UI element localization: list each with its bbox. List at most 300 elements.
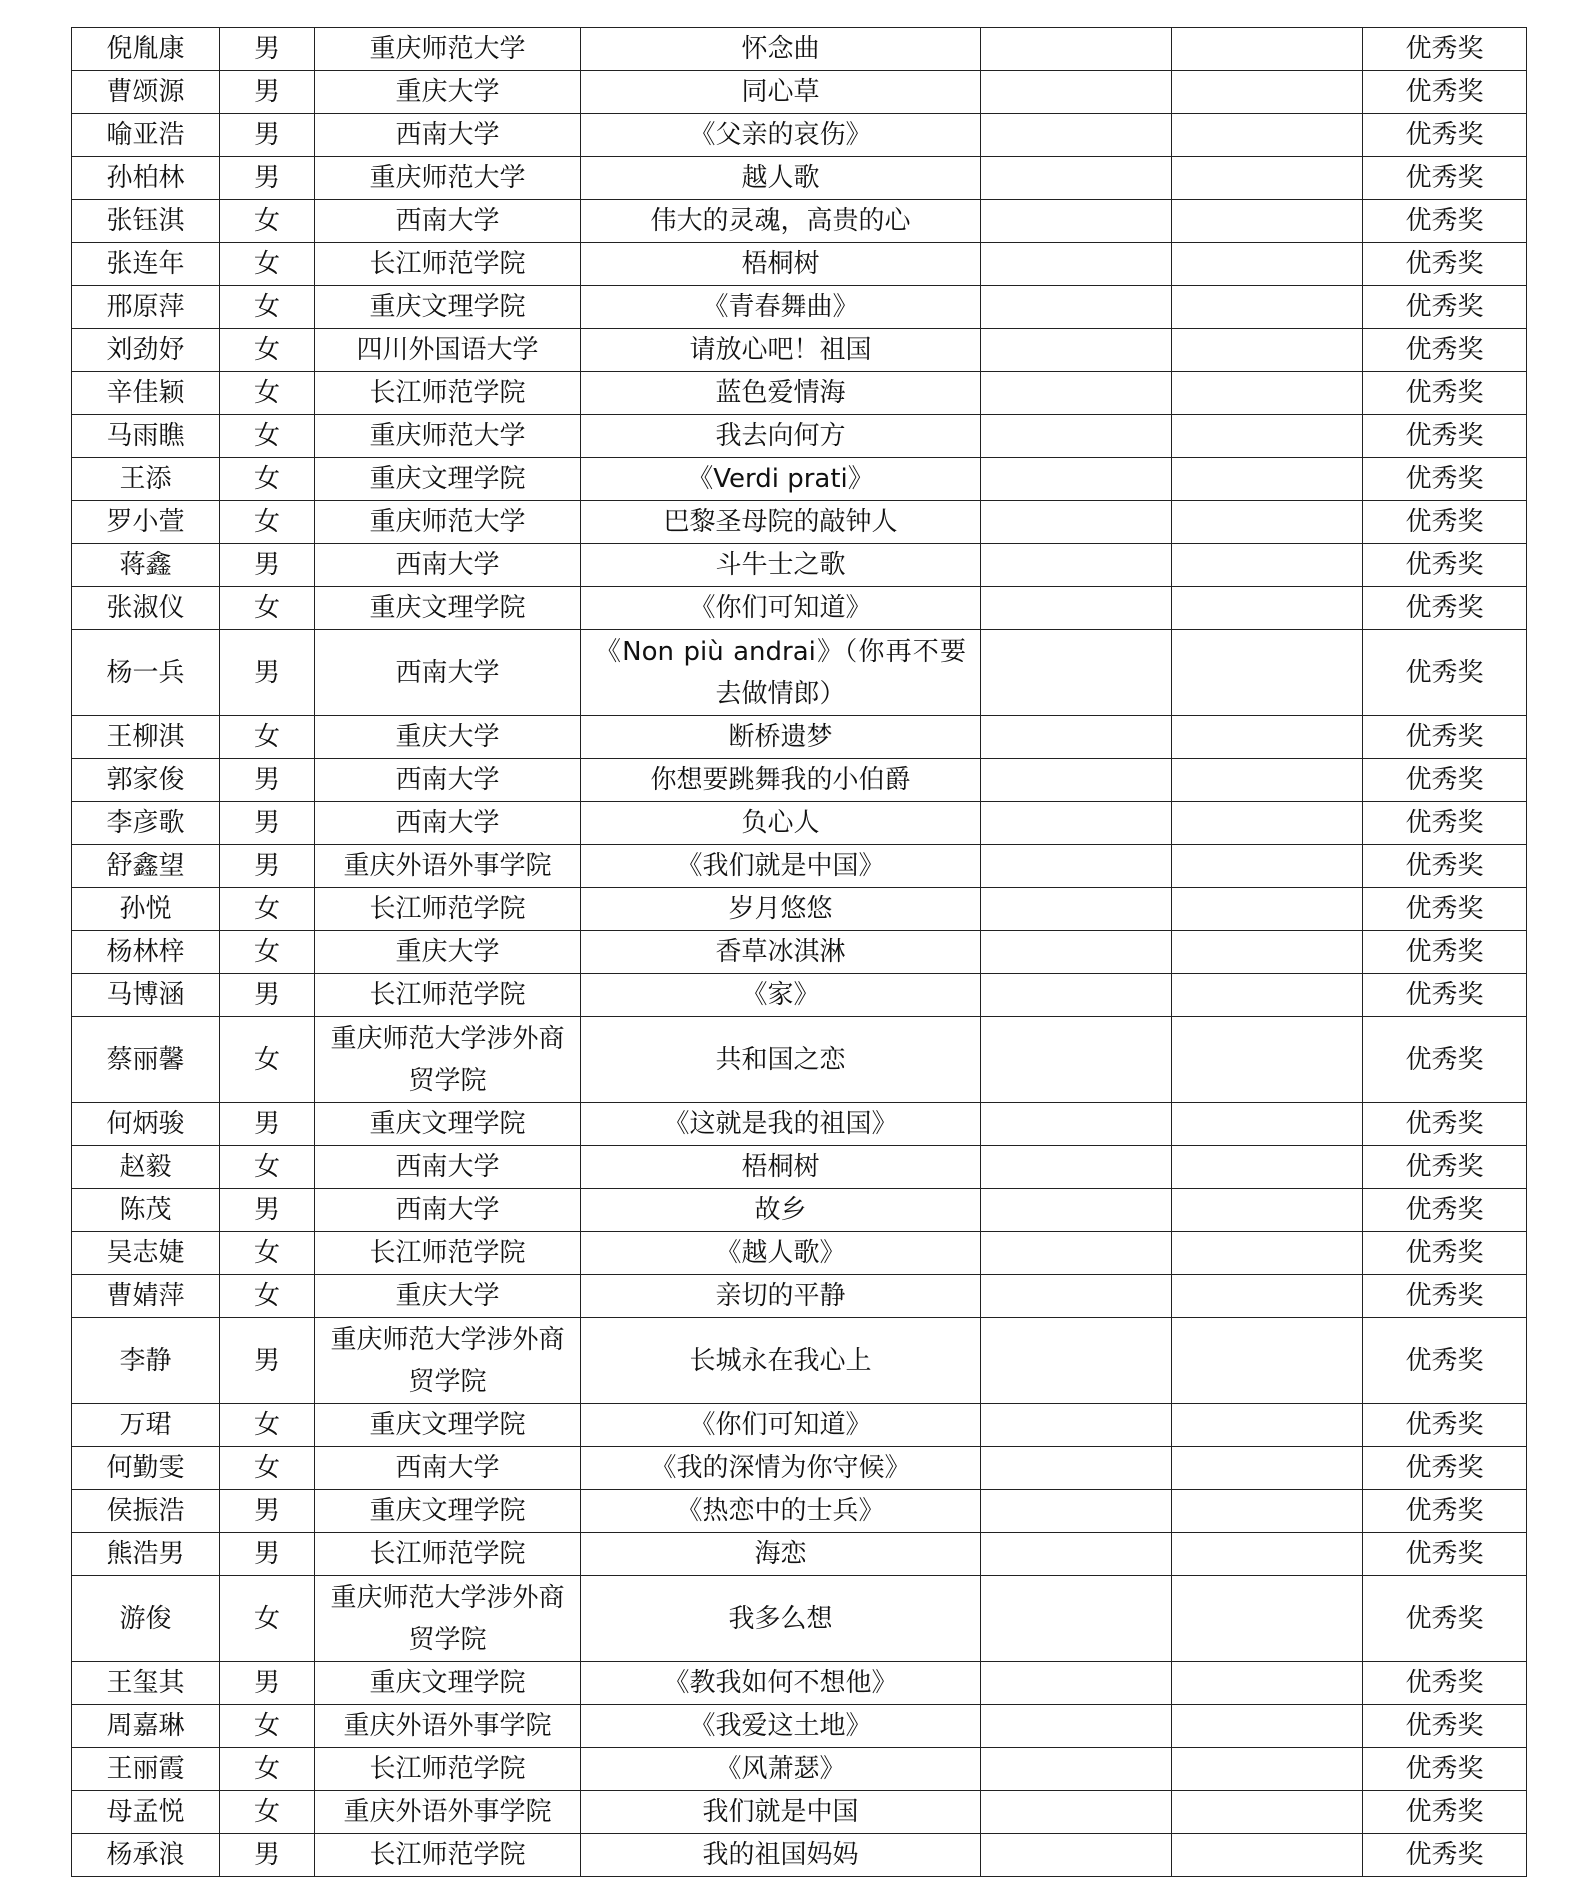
award-cell: 优秀奖 — [1363, 1447, 1527, 1490]
school-cell: 长江师范学院 — [315, 372, 581, 415]
contestant-name: 舒鑫望 — [72, 845, 220, 888]
school-cell: 西南大学 — [315, 630, 581, 716]
school-cell: 西南大学 — [315, 114, 581, 157]
gender-cell: 男 — [220, 630, 315, 716]
school-cell: 重庆文理学院 — [315, 286, 581, 329]
song-title: 同心草 — [581, 71, 981, 114]
contestant-name: 刘劲妤 — [72, 329, 220, 372]
award-cell: 优秀奖 — [1363, 1189, 1527, 1232]
award-cell: 优秀奖 — [1363, 1490, 1527, 1533]
song-title: 请放心吧！祖国 — [581, 329, 981, 372]
table-row — [72, 587, 1527, 630]
song-title: 长城永在我心上 — [581, 1318, 981, 1404]
blank-cell — [981, 1318, 1172, 1404]
school-cell: 西南大学 — [315, 1189, 581, 1232]
gender-cell: 男 — [220, 1662, 315, 1705]
gender-cell: 男 — [220, 1103, 315, 1146]
award-cell: 优秀奖 — [1363, 630, 1527, 716]
contestant-name: 喻亚浩 — [72, 114, 220, 157]
gender-cell: 女 — [220, 1748, 315, 1791]
school-cell: 长江师范学院 — [315, 1533, 581, 1576]
table-row — [72, 1017, 1527, 1103]
gender-cell: 男 — [220, 1189, 315, 1232]
school-cell: 长江师范学院 — [315, 888, 581, 931]
gender-cell: 男 — [220, 28, 315, 71]
school-cell: 西南大学 — [315, 1447, 581, 1490]
table-row — [72, 458, 1527, 501]
award-cell: 优秀奖 — [1363, 1146, 1527, 1189]
blank-cell — [1172, 587, 1363, 630]
gender-cell: 男 — [220, 544, 315, 587]
gender-cell: 男 — [220, 759, 315, 802]
contestant-name: 张淑仪 — [72, 587, 220, 630]
song-title: 《Non più andrai》（你再不要去做情郎） — [581, 630, 981, 716]
blank-cell — [981, 157, 1172, 200]
blank-cell — [981, 1447, 1172, 1490]
blank-cell — [981, 1662, 1172, 1705]
table-row — [72, 974, 1527, 1017]
song-title: 蓝色爱情海 — [581, 372, 981, 415]
blank-cell — [1172, 501, 1363, 544]
gender-cell: 男 — [220, 1834, 315, 1877]
table-row — [72, 544, 1527, 587]
blank-cell — [981, 1576, 1172, 1662]
award-cell: 优秀奖 — [1363, 71, 1527, 114]
table-row — [72, 888, 1527, 931]
blank-cell — [981, 931, 1172, 974]
blank-cell — [1172, 1576, 1363, 1662]
blank-cell — [1172, 1189, 1363, 1232]
gender-cell: 女 — [220, 716, 315, 759]
contestant-name: 李静 — [72, 1318, 220, 1404]
blank-cell — [981, 716, 1172, 759]
school-cell: 重庆文理学院 — [315, 1490, 581, 1533]
blank-cell — [1172, 1834, 1363, 1877]
school-cell: 西南大学 — [315, 200, 581, 243]
school-cell: 重庆文理学院 — [315, 1103, 581, 1146]
table-row — [72, 71, 1527, 114]
award-cell: 优秀奖 — [1363, 501, 1527, 544]
award-cell: 优秀奖 — [1363, 372, 1527, 415]
contestant-name: 熊浩男 — [72, 1533, 220, 1576]
contestant-name: 张连年 — [72, 243, 220, 286]
contestant-name: 陈茂 — [72, 1189, 220, 1232]
song-title: 岁月悠悠 — [581, 888, 981, 931]
table-row — [72, 931, 1527, 974]
contestant-name: 万珺 — [72, 1404, 220, 1447]
blank-cell — [1172, 1447, 1363, 1490]
song-title: 怀念曲 — [581, 28, 981, 71]
blank-cell — [981, 458, 1172, 501]
blank-cell — [1172, 1533, 1363, 1576]
gender-cell: 男 — [220, 1318, 315, 1404]
award-cell: 优秀奖 — [1363, 888, 1527, 931]
blank-cell — [1172, 157, 1363, 200]
table-row — [72, 114, 1527, 157]
blank-cell — [981, 630, 1172, 716]
blank-cell — [981, 1404, 1172, 1447]
gender-cell: 男 — [220, 845, 315, 888]
award-cell: 优秀奖 — [1363, 458, 1527, 501]
school-cell: 长江师范学院 — [315, 1834, 581, 1877]
award-cell: 优秀奖 — [1363, 114, 1527, 157]
gender-cell: 男 — [220, 1533, 315, 1576]
table-row — [72, 200, 1527, 243]
blank-cell — [981, 1275, 1172, 1318]
gender-cell: 男 — [220, 157, 315, 200]
award-table-body — [72, 28, 1527, 1877]
award-table — [71, 27, 1527, 1877]
award-cell: 优秀奖 — [1363, 1705, 1527, 1748]
blank-cell — [1172, 1017, 1363, 1103]
award-cell: 优秀奖 — [1363, 802, 1527, 845]
school-cell: 西南大学 — [315, 544, 581, 587]
song-title: 斗牛士之歌 — [581, 544, 981, 587]
award-cell: 优秀奖 — [1363, 415, 1527, 458]
contestant-name: 李彦歌 — [72, 802, 220, 845]
contestant-name: 马博涵 — [72, 974, 220, 1017]
award-cell: 优秀奖 — [1363, 1533, 1527, 1576]
gender-cell: 女 — [220, 286, 315, 329]
gender-cell: 女 — [220, 243, 315, 286]
gender-cell: 女 — [220, 1404, 315, 1447]
blank-cell — [1172, 974, 1363, 1017]
table-row — [72, 1662, 1527, 1705]
song-title: 伟大的灵魂，高贵的心 — [581, 200, 981, 243]
gender-cell: 女 — [220, 1705, 315, 1748]
blank-cell — [1172, 888, 1363, 931]
school-cell: 重庆外语外事学院 — [315, 1705, 581, 1748]
blank-cell — [1172, 114, 1363, 157]
blank-cell — [1172, 1748, 1363, 1791]
blank-cell — [981, 243, 1172, 286]
gender-cell: 男 — [220, 974, 315, 1017]
blank-cell — [981, 1705, 1172, 1748]
gender-cell: 女 — [220, 1576, 315, 1662]
blank-cell — [981, 1232, 1172, 1275]
blank-cell — [1172, 458, 1363, 501]
blank-cell — [981, 888, 1172, 931]
table-row — [72, 1533, 1527, 1576]
song-title: 《家》 — [581, 974, 981, 1017]
blank-cell — [981, 1490, 1172, 1533]
contestant-name: 罗小萱 — [72, 501, 220, 544]
school-cell: 重庆文理学院 — [315, 458, 581, 501]
school-cell: 重庆师范大学涉外商贸学院 — [315, 1017, 581, 1103]
song-title: 负心人 — [581, 802, 981, 845]
award-cell: 优秀奖 — [1363, 1748, 1527, 1791]
blank-cell — [1172, 329, 1363, 372]
blank-cell — [981, 1834, 1172, 1877]
school-cell: 长江师范学院 — [315, 243, 581, 286]
table-row — [72, 1146, 1527, 1189]
blank-cell — [981, 286, 1172, 329]
table-row — [72, 1791, 1527, 1834]
blank-cell — [1172, 845, 1363, 888]
blank-cell — [981, 1146, 1172, 1189]
song-title: 《父亲的哀伤》 — [581, 114, 981, 157]
award-cell: 优秀奖 — [1363, 1103, 1527, 1146]
song-title: 《我爱这土地》 — [581, 1705, 981, 1748]
table-row — [72, 28, 1527, 71]
table-row — [72, 286, 1527, 329]
award-cell: 优秀奖 — [1363, 759, 1527, 802]
contestant-name: 郭家俊 — [72, 759, 220, 802]
award-cell: 优秀奖 — [1363, 28, 1527, 71]
blank-cell — [1172, 802, 1363, 845]
contestant-name: 游俊 — [72, 1576, 220, 1662]
contestant-name: 王柳淇 — [72, 716, 220, 759]
school-cell: 重庆师范大学 — [315, 28, 581, 71]
song-title: 《这就是我的祖国》 — [581, 1103, 981, 1146]
song-title: 《我的深情为你守候》 — [581, 1447, 981, 1490]
song-title: 我们就是中国 — [581, 1791, 981, 1834]
contestant-name: 周嘉琳 — [72, 1705, 220, 1748]
gender-cell: 女 — [220, 501, 315, 544]
table-row — [72, 1232, 1527, 1275]
table-row — [72, 716, 1527, 759]
song-title: 《青春舞曲》 — [581, 286, 981, 329]
song-title: 《你们可知道》 — [581, 587, 981, 630]
song-title: 你想要跳舞我的小伯爵 — [581, 759, 981, 802]
school-cell: 重庆大学 — [315, 931, 581, 974]
song-title: 亲切的平静 — [581, 1275, 981, 1318]
gender-cell: 女 — [220, 458, 315, 501]
blank-cell — [1172, 931, 1363, 974]
table-row — [72, 372, 1527, 415]
blank-cell — [981, 974, 1172, 1017]
blank-cell — [981, 845, 1172, 888]
gender-cell: 男 — [220, 71, 315, 114]
school-cell: 西南大学 — [315, 1146, 581, 1189]
song-title: 故乡 — [581, 1189, 981, 1232]
song-title: 我去向何方 — [581, 415, 981, 458]
blank-cell — [1172, 1146, 1363, 1189]
school-cell: 重庆师范大学 — [315, 415, 581, 458]
award-cell: 优秀奖 — [1363, 157, 1527, 200]
contestant-name: 杨承浪 — [72, 1834, 220, 1877]
award-cell: 优秀奖 — [1363, 1318, 1527, 1404]
song-title: 香草冰淇淋 — [581, 931, 981, 974]
school-cell: 西南大学 — [315, 759, 581, 802]
contestant-name: 侯振浩 — [72, 1490, 220, 1533]
award-cell: 优秀奖 — [1363, 587, 1527, 630]
blank-cell — [1172, 1103, 1363, 1146]
award-cell: 优秀奖 — [1363, 845, 1527, 888]
blank-cell — [981, 587, 1172, 630]
contestant-name: 马雨瞧 — [72, 415, 220, 458]
blank-cell — [1172, 1705, 1363, 1748]
blank-cell — [1172, 1662, 1363, 1705]
blank-cell — [981, 759, 1172, 802]
table-row — [72, 1189, 1527, 1232]
song-title: 《你们可知道》 — [581, 1404, 981, 1447]
table-row — [72, 157, 1527, 200]
award-cell: 优秀奖 — [1363, 243, 1527, 286]
song-title: 我的祖国妈妈 — [581, 1834, 981, 1877]
table-row — [72, 1103, 1527, 1146]
award-cell: 优秀奖 — [1363, 1791, 1527, 1834]
contestant-name: 倪胤康 — [72, 28, 220, 71]
school-cell: 重庆外语外事学院 — [315, 1791, 581, 1834]
gender-cell: 女 — [220, 1275, 315, 1318]
song-title: 《我们就是中国》 — [581, 845, 981, 888]
school-cell: 重庆师范大学 — [315, 501, 581, 544]
table-row — [72, 845, 1527, 888]
blank-cell — [1172, 415, 1363, 458]
school-cell: 重庆文理学院 — [315, 1662, 581, 1705]
contestant-name: 杨一兵 — [72, 630, 220, 716]
blank-cell — [1172, 71, 1363, 114]
school-cell: 重庆文理学院 — [315, 587, 581, 630]
song-title: 《风萧瑟》 — [581, 1748, 981, 1791]
blank-cell — [1172, 28, 1363, 71]
blank-cell — [1172, 1791, 1363, 1834]
blank-cell — [981, 1791, 1172, 1834]
blank-cell — [1172, 1232, 1363, 1275]
school-cell: 重庆大学 — [315, 716, 581, 759]
table-row — [72, 501, 1527, 544]
school-cell: 重庆外语外事学院 — [315, 845, 581, 888]
contestant-name: 孙悦 — [72, 888, 220, 931]
song-title: 我多么想 — [581, 1576, 981, 1662]
school-cell: 四川外国语大学 — [315, 329, 581, 372]
contestant-name: 曹婧萍 — [72, 1275, 220, 1318]
blank-cell — [981, 802, 1172, 845]
song-title: 巴黎圣母院的敲钟人 — [581, 501, 981, 544]
blank-cell — [1172, 759, 1363, 802]
table-row — [72, 1318, 1527, 1404]
contestant-name: 孙柏林 — [72, 157, 220, 200]
blank-cell — [981, 544, 1172, 587]
table-row — [72, 1404, 1527, 1447]
blank-cell — [981, 71, 1172, 114]
school-cell: 重庆文理学院 — [315, 1404, 581, 1447]
table-row — [72, 1748, 1527, 1791]
table-row — [72, 1490, 1527, 1533]
award-cell: 优秀奖 — [1363, 1834, 1527, 1877]
blank-cell — [981, 200, 1172, 243]
blank-cell — [1172, 1275, 1363, 1318]
contestant-name: 何勤雯 — [72, 1447, 220, 1490]
gender-cell: 男 — [220, 1490, 315, 1533]
contestant-name: 蒋鑫 — [72, 544, 220, 587]
contestant-name: 母孟悦 — [72, 1791, 220, 1834]
blank-cell — [981, 329, 1172, 372]
gender-cell: 女 — [220, 1232, 315, 1275]
gender-cell: 女 — [220, 200, 315, 243]
table-row — [72, 1576, 1527, 1662]
gender-cell: 女 — [220, 587, 315, 630]
award-cell: 优秀奖 — [1363, 931, 1527, 974]
table-row — [72, 329, 1527, 372]
contestant-name: 吴志婕 — [72, 1232, 220, 1275]
school-cell: 重庆大学 — [315, 71, 581, 114]
song-title: 《教我如何不想他》 — [581, 1662, 981, 1705]
blank-cell — [1172, 372, 1363, 415]
blank-cell — [981, 1017, 1172, 1103]
award-cell: 优秀奖 — [1363, 1404, 1527, 1447]
blank-cell — [981, 372, 1172, 415]
contestant-name: 邢原萍 — [72, 286, 220, 329]
award-cell: 优秀奖 — [1363, 1576, 1527, 1662]
gender-cell: 女 — [220, 372, 315, 415]
school-cell: 重庆师范大学 — [315, 157, 581, 200]
contestant-name: 张钰淇 — [72, 200, 220, 243]
blank-cell — [1172, 1318, 1363, 1404]
gender-cell: 女 — [220, 1791, 315, 1834]
blank-cell — [1172, 200, 1363, 243]
contestant-name: 辛佳颖 — [72, 372, 220, 415]
award-cell: 优秀奖 — [1363, 1662, 1527, 1705]
award-cell: 优秀奖 — [1363, 1232, 1527, 1275]
blank-cell — [1172, 1490, 1363, 1533]
gender-cell: 女 — [220, 1017, 315, 1103]
award-cell: 优秀奖 — [1363, 544, 1527, 587]
award-cell: 优秀奖 — [1363, 1017, 1527, 1103]
song-title: 越人歌 — [581, 157, 981, 200]
table-row — [72, 759, 1527, 802]
contestant-name: 王添 — [72, 458, 220, 501]
blank-cell — [981, 28, 1172, 71]
blank-cell — [1172, 1404, 1363, 1447]
song-title: 海恋 — [581, 1533, 981, 1576]
award-cell: 优秀奖 — [1363, 716, 1527, 759]
blank-cell — [981, 501, 1172, 544]
results-sheet — [71, 27, 1526, 1877]
table-row — [72, 802, 1527, 845]
table-row — [72, 243, 1527, 286]
gender-cell: 男 — [220, 114, 315, 157]
blank-cell — [1172, 544, 1363, 587]
award-cell: 优秀奖 — [1363, 286, 1527, 329]
song-title: 断桥遗梦 — [581, 716, 981, 759]
table-row — [72, 1275, 1527, 1318]
award-cell: 优秀奖 — [1363, 974, 1527, 1017]
song-title: 梧桐树 — [581, 1146, 981, 1189]
blank-cell — [981, 114, 1172, 157]
blank-cell — [1172, 243, 1363, 286]
song-title: 《Verdi prati》 — [581, 458, 981, 501]
school-cell: 重庆师范大学涉外商贸学院 — [315, 1318, 581, 1404]
award-cell: 优秀奖 — [1363, 329, 1527, 372]
table-row — [72, 1834, 1527, 1877]
contestant-name: 蔡丽馨 — [72, 1017, 220, 1103]
song-title: 梧桐树 — [581, 243, 981, 286]
blank-cell — [981, 1103, 1172, 1146]
table-row — [72, 1705, 1527, 1748]
gender-cell: 女 — [220, 1447, 315, 1490]
blank-cell — [981, 415, 1172, 458]
blank-cell — [1172, 286, 1363, 329]
gender-cell: 女 — [220, 415, 315, 458]
contestant-name: 曹颂源 — [72, 71, 220, 114]
gender-cell: 女 — [220, 888, 315, 931]
award-cell: 优秀奖 — [1363, 1275, 1527, 1318]
blank-cell — [981, 1533, 1172, 1576]
blank-cell — [981, 1748, 1172, 1791]
school-cell: 长江师范学院 — [315, 1232, 581, 1275]
award-cell: 优秀奖 — [1363, 200, 1527, 243]
gender-cell: 女 — [220, 931, 315, 974]
school-cell: 重庆师范大学涉外商贸学院 — [315, 1576, 581, 1662]
table-row — [72, 630, 1527, 716]
contestant-name: 杨林梓 — [72, 931, 220, 974]
gender-cell: 女 — [220, 1146, 315, 1189]
table-row — [72, 415, 1527, 458]
blank-cell — [1172, 716, 1363, 759]
contestant-name: 王丽霞 — [72, 1748, 220, 1791]
